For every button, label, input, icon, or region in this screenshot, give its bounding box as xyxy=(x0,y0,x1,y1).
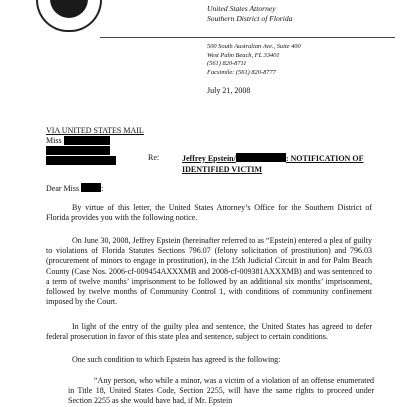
greeting-prefix: Dear Miss xyxy=(46,184,80,193)
re-subject-line2: IDENTIFIED VICTIM xyxy=(182,164,263,174)
address-line2: West Palm Beach, FL 33401 xyxy=(207,51,280,59)
quoted-condition: “Any person, who while a minor, was a victim of a violation of an offense enumerated in Title 18, United States Code, Section 2255, will have the same rights to proceed under Section 2255 as she would have had, if Mr. Epstein xyxy=(68,376,374,406)
redaction-greeting-name xyxy=(81,183,104,193)
address-phone: (561) 820-8711 xyxy=(207,60,247,68)
letterhead xyxy=(207,4,292,24)
recipient-salutation: Miss xyxy=(46,136,62,145)
delivery-method: VIA UNITED STATES MAIL xyxy=(46,126,144,135)
department-seal xyxy=(36,0,102,32)
greeting-suffix: : xyxy=(101,184,104,193)
paragraph-plea: On June 30, 2008, Jeffrey Epstein (hereinafter referred to as “Epstein) entered a plea of guilty to violations of Florida Statutes Sections 796.07 (felony solicitation of prostitution) and 796.03 (procurement of minors to engage in prostitution), in the 15th Judicial Circuit in and for Palm Beach County (Case Nos. 2006-cf-009454AXXXMB and 2008-cf-009381AXXXMB) and was sentenced to a term of twelve months’ imprisonment to be followed by an additional six months’ imprisonment, followed by twelve months of Community Control 1, with conditions of community confinement imposed by the Court. xyxy=(46,236,372,307)
re-subject-suffix: : NOTIFICATION OF xyxy=(285,154,364,163)
re-label: Re: xyxy=(148,153,160,162)
paragraph-condition: One such condition to which Epstein has agreed is the following: xyxy=(72,355,281,364)
address-fax: Facsimile: (561) 820-8777 xyxy=(207,68,276,76)
redaction-subject-name xyxy=(236,153,286,162)
re-subject xyxy=(182,153,382,175)
paragraph-notice: By virtue of this letter, the United States Attorney’s Office for the Southern District of Florida provides you with the following notice. xyxy=(46,203,372,223)
office-address xyxy=(207,43,301,77)
redaction-address-line2 xyxy=(46,156,116,165)
paragraph-deferral: In light of the entry of the guilty plea and sentence, the United States has agreed to defer federal prosecution in favor of this state plea and sentence, subject to certain conditions. xyxy=(46,322,372,342)
seal-emblem xyxy=(50,0,88,18)
re-subject-prefix: Jeffrey Epstein/ xyxy=(182,154,236,163)
letterhead-district: Southern District of Florida xyxy=(207,14,293,23)
address-line1: 500 South Australian Ave., Suite 400 xyxy=(207,43,301,50)
letterhead-office: United States Attorney xyxy=(207,4,276,13)
letterhead-rule xyxy=(100,37,395,38)
redaction-address-line1 xyxy=(46,146,110,155)
redaction-recipient-name xyxy=(64,136,110,145)
greeting xyxy=(46,183,103,194)
letter-date: July 21, 2008 xyxy=(207,86,251,95)
